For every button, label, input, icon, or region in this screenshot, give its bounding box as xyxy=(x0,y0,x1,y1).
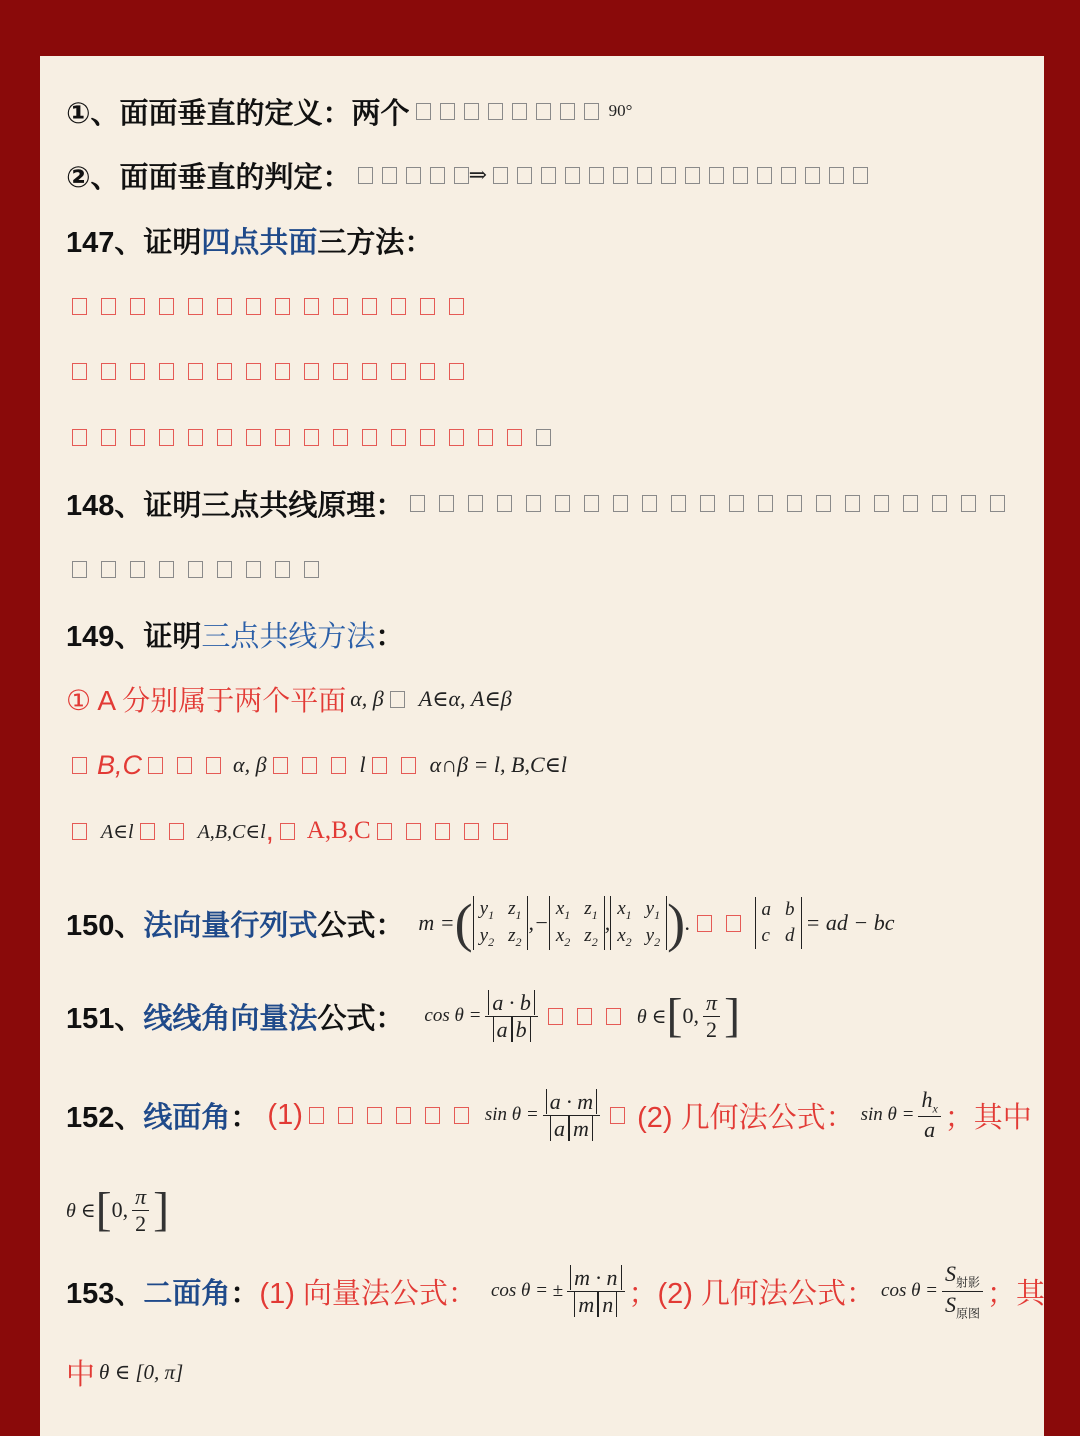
missing-glyph-box xyxy=(420,363,435,380)
missing-glyph-box xyxy=(613,495,628,512)
missing-glyph-box xyxy=(148,757,163,774)
determinant-definition: a b c d = ad − bc xyxy=(755,897,895,948)
missing-glyph-box xyxy=(362,298,377,315)
missing-glyph-box xyxy=(757,167,772,184)
projection-area-fraction: $\frac{S_{射影}}{S_{原图}}$ xyxy=(942,1261,983,1321)
missing-glyph-box xyxy=(903,495,918,512)
part-2-label: ；(2) 几何法公式： xyxy=(628,1277,876,1310)
item-148-continuation xyxy=(66,546,319,592)
item-number: 150、 xyxy=(66,909,144,942)
missing-glyphs xyxy=(148,757,221,774)
points-abc: A,B,C xyxy=(306,817,371,844)
item-number: 149、证明 xyxy=(66,620,202,653)
missing-glyph-box xyxy=(362,429,377,446)
missing-glyph-box xyxy=(932,495,947,512)
missing-glyph-box xyxy=(304,363,319,380)
missing-glyph-box xyxy=(338,1107,353,1124)
missing-glyph-box xyxy=(130,298,145,315)
definition-line xyxy=(66,88,632,134)
missing-glyph-box xyxy=(177,757,192,774)
missing-glyph-box xyxy=(584,103,599,120)
missing-glyph-box xyxy=(159,429,174,446)
missing-glyphs xyxy=(390,691,405,708)
missing-glyph-box xyxy=(72,561,87,578)
missing-glyph-box xyxy=(130,363,145,380)
missing-glyph-box xyxy=(536,429,551,446)
missing-glyph-box xyxy=(159,561,174,578)
missing-glyph-box xyxy=(377,823,392,840)
missing-glyph-box xyxy=(159,363,174,380)
missing-glyph-box xyxy=(188,429,203,446)
missing-glyph-box xyxy=(358,167,373,184)
missing-glyph-box xyxy=(275,298,290,315)
where-text-continued: 中 xyxy=(66,1358,96,1391)
item-147-method-2 xyxy=(66,348,464,394)
missing-glyph-box xyxy=(478,429,493,446)
missing-glyph-box xyxy=(140,823,155,840)
missing-glyph-box xyxy=(816,495,831,512)
missing-glyphs xyxy=(140,823,184,840)
step-text: ① A 分别属于两个平面 xyxy=(66,685,347,716)
missing-glyph-box xyxy=(333,429,348,446)
dihedral-cosine-fraction: $\frac{m \cdot n}{\text{m n}}$ xyxy=(567,1265,624,1318)
missing-glyph-box xyxy=(709,167,724,184)
missing-glyph-box xyxy=(493,823,508,840)
missing-glyph-box xyxy=(367,1107,382,1124)
cosine-label: cos θ = xyxy=(424,1005,482,1026)
cosine-label: cos θ = ± xyxy=(490,1280,564,1301)
missing-glyph-box xyxy=(781,167,796,184)
formula-title: 线线角向量法 xyxy=(143,1002,318,1035)
missing-glyph-box xyxy=(758,495,773,512)
where-text: ；其 xyxy=(987,1277,1046,1310)
missing-glyph-box xyxy=(130,561,145,578)
angle-value: 90° xyxy=(608,101,633,120)
missing-glyph-box xyxy=(273,757,288,774)
missing-glyph-box xyxy=(188,561,203,578)
missing-glyphs xyxy=(358,167,469,184)
formula-title: 法向量行列式 xyxy=(143,909,318,942)
missing-glyph-box xyxy=(391,363,406,380)
range-expression: θ ∈ [0, π] xyxy=(99,1359,184,1384)
period: . xyxy=(685,910,691,935)
range-label: θ ∈ xyxy=(636,1005,667,1028)
missing-glyph-box xyxy=(507,429,522,446)
angle-range: [ 0, $\frac{\pi}{2}$ ] xyxy=(666,989,741,1042)
missing-glyphs xyxy=(72,823,87,840)
missing-glyph-box xyxy=(990,495,1005,512)
missing-glyph-box xyxy=(430,167,445,184)
missing-glyph-box xyxy=(548,1008,563,1025)
missing-glyph-box xyxy=(449,429,464,446)
sine-fraction: $\frac{a \cdot m}{\text{a m}}$ xyxy=(543,1089,600,1142)
missing-glyph-box xyxy=(497,495,512,512)
missing-glyph-box xyxy=(130,429,145,446)
missing-glyph-box xyxy=(805,167,820,184)
missing-glyph-box xyxy=(333,363,348,380)
missing-glyph-box xyxy=(661,167,676,184)
missing-glyphs xyxy=(280,823,295,840)
sine-label-2: sin θ = xyxy=(860,1104,915,1125)
item-152-range xyxy=(66,1180,169,1240)
part-1-label: (1) 向量法公式： xyxy=(259,1277,477,1310)
missing-glyph-box xyxy=(464,103,479,120)
missing-glyph-box xyxy=(488,103,503,120)
heading-suffix: 公式： xyxy=(317,1002,405,1035)
definition-label: ①、面面垂直的定义：两个 xyxy=(66,97,410,130)
missing-glyph-box xyxy=(606,1008,621,1025)
planes-symbol: α, β xyxy=(350,686,384,711)
geometric-sine-fraction: $\frac{h_x}{a}$ xyxy=(918,1087,940,1143)
missing-glyphs xyxy=(416,103,599,120)
missing-glyph-box xyxy=(246,561,261,578)
missing-glyphs xyxy=(72,298,464,315)
highlight-text: 四点共面 xyxy=(201,226,318,259)
missing-glyph-box xyxy=(874,495,889,512)
missing-glyph-box xyxy=(217,363,232,380)
missing-glyph-box xyxy=(362,363,377,380)
missing-glyph-box xyxy=(217,429,232,446)
line-symbol: l xyxy=(359,752,366,777)
missing-glyph-box xyxy=(700,495,715,512)
missing-glyph-box xyxy=(333,298,348,315)
determinant-value: = ad − bc xyxy=(805,910,895,935)
heading-suffix: 三方法： xyxy=(317,226,434,259)
missing-glyph-box xyxy=(188,298,203,315)
item-153-range xyxy=(66,1346,183,1398)
item-147-heading xyxy=(66,217,433,263)
missing-glyph-box xyxy=(406,167,421,184)
missing-glyph-box xyxy=(464,823,479,840)
heading-suffix: 公式： xyxy=(317,909,405,942)
missing-glyphs xyxy=(548,1008,621,1025)
missing-glyph-box xyxy=(468,495,483,512)
missing-glyph-box xyxy=(246,363,261,380)
missing-glyph-box xyxy=(961,495,976,512)
missing-glyph-box xyxy=(493,167,508,184)
missing-glyphs xyxy=(72,561,319,578)
normal-vector-symbol: m = xyxy=(418,910,455,935)
points-bc: B,C xyxy=(97,749,143,780)
missing-glyph-box xyxy=(304,429,319,446)
missing-glyph-box xyxy=(642,495,657,512)
where-text: ；其中 xyxy=(944,1101,1032,1134)
item-149-step-3 xyxy=(66,808,508,854)
missing-glyph-box xyxy=(845,495,860,512)
normal-vector-determinants: ( $y_1$ $z_1$ $y_2$ $z_2$ ,− $x_1$ $z_1$ $x_2$ $z_2$ , $x_1$ $y_1$ $x_2$ $y_2$ ) xyxy=(454,893,686,953)
angle-range: [ 0, $\frac{\pi}{2}$ ] xyxy=(95,1183,170,1236)
missing-glyphs xyxy=(309,1107,469,1124)
colon: ： xyxy=(230,1277,260,1310)
intersection-expression: α∩β = l, B,C∈l xyxy=(429,752,568,777)
missing-glyph-box xyxy=(829,167,844,184)
comma: , xyxy=(265,814,274,847)
range-label: θ ∈ xyxy=(66,1199,96,1222)
missing-glyphs xyxy=(697,915,741,932)
missing-glyph-box xyxy=(541,167,556,184)
missing-glyph-box xyxy=(206,757,221,774)
missing-glyph-box xyxy=(526,495,541,512)
missing-glyph-box xyxy=(246,429,261,446)
formula-title: 二面角 xyxy=(143,1277,231,1310)
missing-glyph-box xyxy=(410,495,425,512)
part-1-label: (1) xyxy=(267,1098,303,1131)
item-number: 153、 xyxy=(66,1277,144,1310)
item-number: 151、 xyxy=(66,1002,144,1035)
membership-expression: A∈α, A∈β xyxy=(418,686,512,711)
missing-glyphs xyxy=(410,495,1005,512)
missing-glyphs xyxy=(493,167,868,184)
membership-expression: A∈l xyxy=(101,820,134,843)
missing-glyph-box xyxy=(391,429,406,446)
item-149-step-2 xyxy=(66,742,567,788)
cosine-label-2: cos θ = xyxy=(881,1280,938,1301)
missing-glyph-box xyxy=(425,1107,440,1124)
missing-glyph-box xyxy=(449,298,464,315)
colon: ： xyxy=(230,1101,260,1134)
missing-glyph-box xyxy=(517,167,532,184)
missing-glyphs xyxy=(72,429,551,446)
missing-glyph-box xyxy=(331,757,346,774)
missing-glyph-box xyxy=(697,915,712,932)
missing-glyph-box xyxy=(589,167,604,184)
item-label: 148、证明三点共线原理： xyxy=(66,489,405,522)
missing-glyph-box xyxy=(101,298,116,315)
missing-glyph-box xyxy=(577,1008,592,1025)
cosine-fraction: $\frac{a \cdot b}{\text{a b}}$ xyxy=(485,990,538,1043)
missing-glyph-box xyxy=(729,495,744,512)
missing-glyph-box xyxy=(372,757,387,774)
missing-glyph-box xyxy=(72,298,87,315)
missing-glyph-box xyxy=(454,1107,469,1124)
missing-glyphs xyxy=(72,363,464,380)
document-page xyxy=(40,56,1044,1436)
missing-glyph-box xyxy=(420,298,435,315)
missing-glyph-box xyxy=(159,298,174,315)
item-149-heading xyxy=(66,611,404,657)
highlight-text: 三点共线方法 xyxy=(201,620,376,653)
missing-glyph-box xyxy=(454,167,469,184)
missing-glyph-box xyxy=(406,823,421,840)
missing-glyph-box xyxy=(536,103,551,120)
missing-glyphs xyxy=(72,757,87,774)
missing-glyph-box xyxy=(401,757,416,774)
criterion-line xyxy=(66,152,868,198)
missing-glyph-box xyxy=(280,823,295,840)
missing-glyph-box xyxy=(685,167,700,184)
missing-glyph-box xyxy=(416,103,431,120)
missing-glyph-box xyxy=(217,298,232,315)
missing-glyph-box xyxy=(72,823,87,840)
item-147-method-3 xyxy=(66,414,551,460)
item-number: 152、 xyxy=(66,1101,144,1134)
item-151-formula xyxy=(66,978,740,1054)
projection-subscript: 射影 xyxy=(956,1275,981,1290)
original-subscript: 原图 xyxy=(956,1305,981,1320)
missing-glyph-box xyxy=(853,167,868,184)
missing-glyph-box xyxy=(512,103,527,120)
collinear-expression: A,B,C∈l xyxy=(197,820,266,843)
part-2-label: (2) 几何法公式： xyxy=(637,1101,855,1134)
missing-glyph-box xyxy=(304,298,319,315)
missing-glyph-box xyxy=(637,167,652,184)
missing-glyph-box xyxy=(304,561,319,578)
missing-glyph-box xyxy=(246,298,261,315)
missing-glyphs xyxy=(372,757,416,774)
missing-glyph-box xyxy=(382,167,397,184)
missing-glyph-box xyxy=(188,363,203,380)
missing-glyph-box xyxy=(560,103,575,120)
criterion-label: ②、面面垂直的判定： xyxy=(66,161,352,194)
missing-glyph-box xyxy=(72,429,87,446)
planes-symbol: α, β xyxy=(233,752,267,777)
implies-arrow: ⇒ xyxy=(468,162,487,187)
missing-glyph-box xyxy=(72,363,87,380)
missing-glyph-box xyxy=(449,363,464,380)
item-number: 147、证明 xyxy=(66,226,202,259)
missing-glyph-box xyxy=(72,757,87,774)
missing-glyph-box xyxy=(671,495,686,512)
missing-glyph-box xyxy=(217,561,232,578)
missing-glyph-box xyxy=(169,823,184,840)
missing-glyph-box xyxy=(610,1107,625,1124)
item-148-heading xyxy=(66,480,1005,526)
missing-glyphs xyxy=(610,1107,625,1124)
missing-glyphs xyxy=(273,757,346,774)
missing-glyph-box xyxy=(787,495,802,512)
item-149-step-1 xyxy=(66,676,512,722)
missing-glyph-box xyxy=(101,363,116,380)
item-147-method-1 xyxy=(66,283,464,329)
missing-glyph-box xyxy=(726,915,741,932)
missing-glyph-box xyxy=(275,363,290,380)
formula-title: 线面角 xyxy=(143,1101,231,1134)
missing-glyph-box xyxy=(396,1107,411,1124)
missing-glyph-box xyxy=(391,298,406,315)
missing-glyph-box xyxy=(555,495,570,512)
missing-glyph-box xyxy=(435,823,450,840)
colon: ： xyxy=(375,620,405,653)
missing-glyph-box xyxy=(439,495,454,512)
missing-glyph-box xyxy=(309,1107,324,1124)
item-150-formula xyxy=(66,891,895,955)
missing-glyph-box xyxy=(275,429,290,446)
item-152-formula xyxy=(66,1076,1032,1154)
missing-glyph-box xyxy=(275,561,290,578)
missing-glyph-box xyxy=(101,561,116,578)
missing-glyph-box xyxy=(390,691,405,708)
missing-glyph-box xyxy=(420,429,435,446)
missing-glyph-box xyxy=(733,167,748,184)
missing-glyph-box xyxy=(302,757,317,774)
sine-label: sin θ = xyxy=(484,1104,539,1125)
missing-glyph-box xyxy=(565,167,580,184)
missing-glyph-box xyxy=(101,429,116,446)
missing-glyphs xyxy=(377,823,508,840)
item-153-formula xyxy=(66,1252,1045,1330)
missing-glyph-box xyxy=(584,495,599,512)
missing-glyph-box xyxy=(440,103,455,120)
missing-glyph-box xyxy=(613,167,628,184)
